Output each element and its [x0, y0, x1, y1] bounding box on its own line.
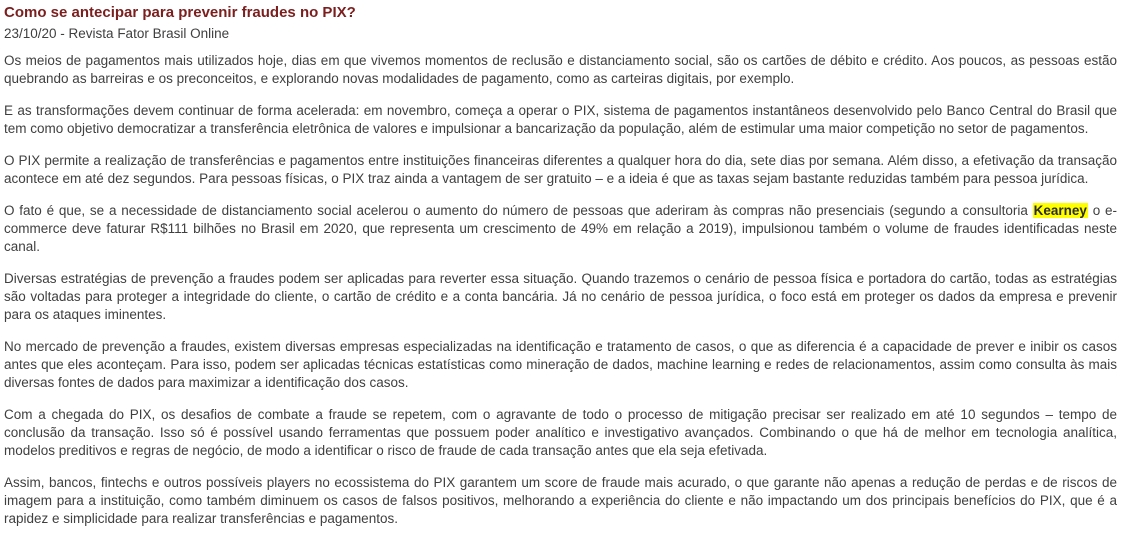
article-paragraph-3: O PIX permite a realização de transferências e pagamentos entre instituições financeiras diferentes a qualquer hora do dia, sete dias por semana. Além disso, a efetivação da transação acontece em até dez segundos. Para pessoas físicas, o PIX traz ainda a vantagem de ser gratuito – e a ideia é que as taxas sejam bastante reduzidas também para pessoa jurídica.	[4, 153, 1117, 186]
article-paragraph-6: No mercado de prevenção a fraudes, existem diversas empresas especializadas na identificação e tratamento de casos, o que as diferencia é a capacidade de prever e inibir os casos antes que eles aconteçam. Para isso, podem ser aplicadas técnicas estatísticas como mineração de dados, machine learning e redes de relacionamentos, assim como consulta às mais diversas fontes de dados para maximizar a identificação dos casos.	[4, 339, 1117, 390]
article-paragraph-1: Os meios de pagamentos mais utilizados hoje, dias em que vivemos momentos de reclusão e distanciamento social, são os cartões de débito e crédito. Aos poucos, as pessoas estão quebrando as barreiras e os preconceitos, e explorando novas modalidades de pagamento, como as carteiras digitais, por exemplo.	[4, 53, 1117, 86]
article-paragraph-4	[4, 202, 1117, 256]
article-paragraph-2: E as transformações devem continuar de forma acelerada: em novembro, começa a operar o PIX, sistema de pagamentos instantâneos desenvolvido pelo Banco Central do Brasil que tem como objetivo democratizar a transferência eletrônica de valores e impulsionar a bancarização da população, além de estimular uma maior competição no setor de pagamentos.	[4, 103, 1117, 136]
highlighted-term: Kearney	[1033, 203, 1087, 218]
paragraph-4-text-before: O fato é que, se a necessidade de distanciamento social acelerou o aumento do número de pessoas que aderiram às compras não presenciais (segundo a consultoria	[4, 203, 1033, 218]
article-paragraph-8: Assim, bancos, fintechs e outros possíveis players no ecossistema do PIX garantem um score de fraude mais acurado, o que garante não apenas a redução de perdas e de riscos de imagem para a instituição, como também diminuem os casos de falsos positivos, melhorando a experiência do cliente e não impactando um dos principais benefícios do PIX, que é a rapidez e simplicidade para realizar transferências e pagamentos.	[4, 475, 1117, 526]
article-title: Como se antecipar para prevenir fraudes no PIX?	[4, 4, 356, 21]
article-paragraph-5: Diversas estratégias de prevenção a fraudes podem ser aplicadas para reverter essa situação. Quando trazemos o cenário de pessoa física e portadora do cartão, todas as estratégias são voltadas para proteger a integridade do cliente, o cartão de crédito e a conta bancária. Já no cenário de pessoa jurídica, o foco está em proteger os dados da empresa e prevenir para os ataques iminentes.	[4, 271, 1117, 322]
article-paragraph-7: Com a chegada do PIX, os desafios de combate a fraude se repetem, com o agravante de todo o processo de mitigação precisar ser realizado em até 10 segundos – tempo de conclusão da transação. Isso só é possível usando ferramentas que possuem poder analítico e investigativo avançados. Combinando o que há de melhor em tecnologia analítica, modelos preditivos e regras de negócio, de modo a identificar o risco de fraude de cada transação antes que ela seja efetivada.	[4, 407, 1117, 458]
paragraph-4-text-after: o e-commerce deve faturar R$111 bilhões no Brasil em 2020, que representa um crescimento de 49% em relação a 2019), impulsionou também o volume de fraudes identificadas neste canal.	[4, 203, 1117, 254]
article-dateline: 23/10/20 - Revista Fator Brasil Online	[4, 26, 230, 41]
article-body	[4, 52, 1117, 528]
